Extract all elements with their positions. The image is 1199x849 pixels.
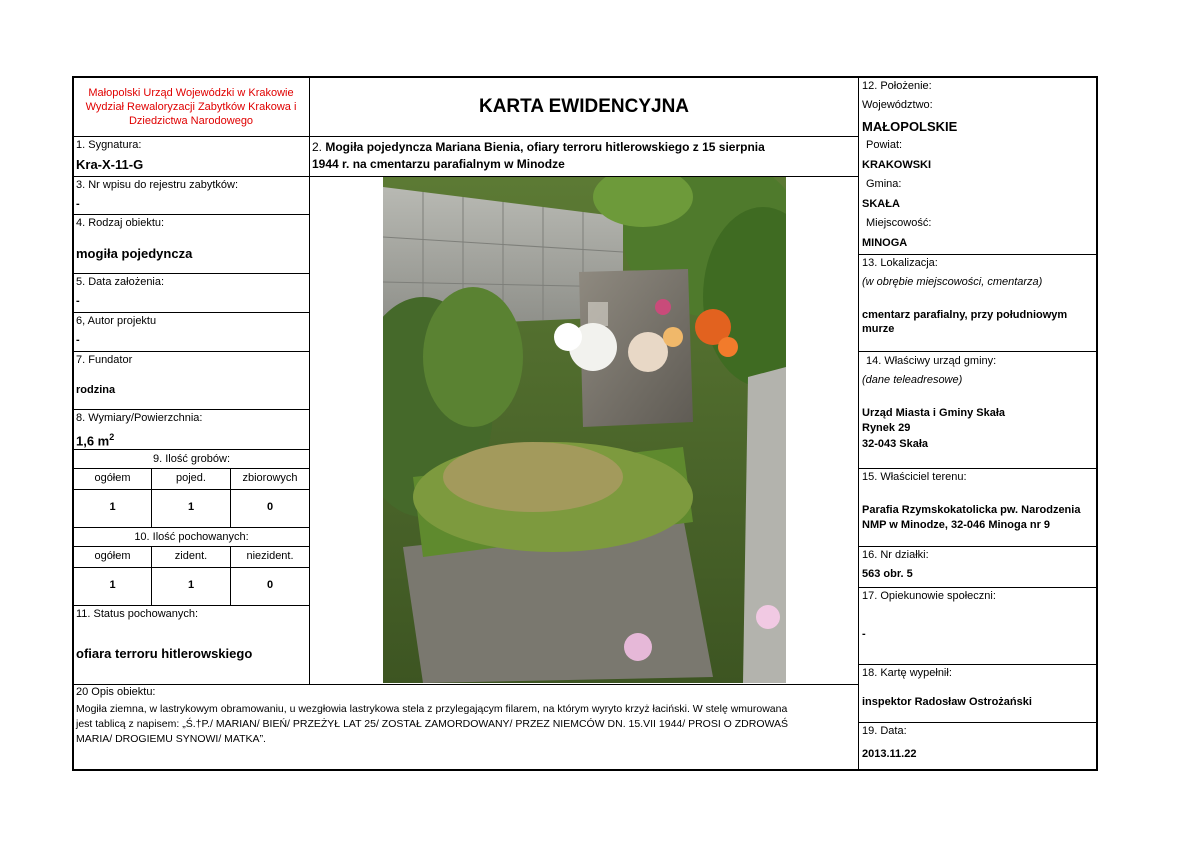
opiekunowie-value: - xyxy=(862,628,866,640)
divider xyxy=(73,567,309,568)
gmina-value: SKAŁA xyxy=(862,198,900,210)
grobow-value: 1 xyxy=(187,501,195,513)
autor-label: 6, Autor projektu xyxy=(76,315,157,327)
divider xyxy=(73,468,309,469)
grobow-header: ogółem xyxy=(94,472,131,484)
wlasciciel-label: 15. Właściciel terenu: xyxy=(862,471,967,483)
wlasciciel-value: Parafia Rzymskokatolicka pw. Narodzenia xyxy=(862,504,1081,516)
object-name-line1: 2. Mogiła pojedyncza Mariana Bienia, ofiary terroru hitlerowskiego z 15 sierpnia xyxy=(312,140,765,154)
pochowanych-value: 1 xyxy=(109,579,116,591)
urzad-value: 32-043 Skała xyxy=(862,438,929,450)
divider xyxy=(73,409,309,410)
wypelnil-value: inspektor Radosław Ostrożański xyxy=(862,696,1032,708)
gmina-label: Gmina: xyxy=(866,178,902,190)
divider xyxy=(73,527,309,528)
divider xyxy=(858,664,1097,665)
rodzaj-label: 4. Rodzaj obiektu: xyxy=(76,217,165,229)
powiat-value: KRAKOWSKI xyxy=(862,159,932,171)
grobow-label: 9. Ilość grobów: xyxy=(152,453,231,465)
wlasciciel-value: NMP w Minodze, 32-046 Minoga nr 9 xyxy=(862,519,1051,531)
data-zalozenia-value: - xyxy=(76,295,80,307)
urzad-hint: (dane teleadresowe) xyxy=(862,374,963,386)
pochowanych-header: zident. xyxy=(174,550,208,562)
data-wypelnienia-label: 19. Data: xyxy=(862,725,907,737)
wymiary-label: 8. Wymiary/Powierzchnia: xyxy=(76,412,203,424)
divider xyxy=(73,605,309,606)
office-line: Małopolski Urząd Wojewódzki w Krakowie xyxy=(88,87,294,99)
opis-line: Mogiła ziemna, w lastrykowym obramowaniu, u wezgłowia lastrykowa stela z przylegającym filarem, na którym wyryto krzyż łaciński. W stelę wmurowana xyxy=(76,703,788,715)
urzad-label: 14. Właściwy urząd gminy: xyxy=(866,355,997,367)
divider xyxy=(73,684,858,685)
status-value: ofiara terroru hitlerowskiego xyxy=(76,646,253,661)
fundator-value: rodzina xyxy=(76,384,116,396)
pochowanych-value: 1 xyxy=(187,579,195,591)
autor-value: - xyxy=(76,334,80,346)
divider xyxy=(73,214,309,215)
rejestr-value: - xyxy=(76,198,80,210)
pochowanych-header: ogółem xyxy=(94,550,131,562)
wypelnil-label: 18. Kartę wypełnił: xyxy=(862,667,952,679)
miejscowosc-label: Miejscowość: xyxy=(866,217,932,229)
lokalizacja-label: 13. Lokalizacja: xyxy=(862,257,938,269)
sygnatura-label: 1. Sygnatura: xyxy=(76,139,142,151)
divider xyxy=(73,312,309,313)
rodzaj-value: mogiła pojedyncza xyxy=(76,246,193,261)
wojewodztwo-value: MAŁOPOLSKIE xyxy=(862,119,958,134)
data-wypelnienia-value: 2013.11.22 xyxy=(862,748,917,760)
sygnatura-value: Kra-X-11-G xyxy=(76,157,144,172)
urzad-value: Urząd Miasta i Gminy Skała xyxy=(862,407,1006,419)
grobow-header: pojed. xyxy=(176,472,206,484)
fundator-label: 7. Fundator xyxy=(76,354,133,366)
grobow-header: zbiorowych xyxy=(242,472,298,484)
opis-label: 20 Opis obiektu: xyxy=(76,686,156,698)
opiekunowie-label: 17. Opiekunowie społeczni: xyxy=(862,590,996,602)
pochowanych-value: 0 xyxy=(266,579,274,591)
status-label: 11. Status pochowanych: xyxy=(76,608,199,620)
divider xyxy=(73,136,858,137)
divider xyxy=(858,587,1097,588)
office-line: Wydział Rewaloryzacji Zabytków Krakowa i xyxy=(85,101,297,113)
wojewodztwo-label: Województwo: xyxy=(862,99,933,111)
object-name-line2: 1944 r. na cmentarzu parafialnym w Minodze xyxy=(312,157,565,171)
opis-line: MARIA/ DROGIEMU SYNOWI/ MATKA”. xyxy=(76,733,266,745)
polozenie-label: 12. Położenie: xyxy=(862,80,932,92)
lokalizacja-value: cmentarz parafialny, przy południowym xyxy=(862,309,1068,321)
dzialka-value: 563 obr. 5 xyxy=(862,568,913,580)
grobow-value: 1 xyxy=(109,501,116,513)
rejestr-label: 3. Nr wpisu do rejestru zabytków: xyxy=(76,179,239,191)
grobow-value: 0 xyxy=(266,501,274,513)
pochowanych-label: 10. Ilość pochowanych: xyxy=(134,531,249,543)
urzad-value: Rynek 29 xyxy=(862,422,911,434)
grave-photo xyxy=(383,177,786,683)
divider xyxy=(858,722,1097,723)
divider xyxy=(73,546,309,547)
divider xyxy=(858,351,1097,352)
page-title: KARTA EWIDENCYJNA xyxy=(478,96,690,117)
lokalizacja-value: murze xyxy=(862,323,895,335)
divider xyxy=(73,351,309,352)
divider xyxy=(858,468,1097,469)
dzialka-label: 16. Nr działki: xyxy=(862,549,929,561)
divider xyxy=(73,449,309,450)
divider xyxy=(309,77,310,684)
pochowanych-header: niezident. xyxy=(246,550,294,562)
divider xyxy=(858,77,859,770)
lokalizacja-hint: (w obrębie miejscowości, cmentarza) xyxy=(862,276,1043,288)
opis-line: jest tablicą z napisem: „Ś.†P./ MARIAN/ BIEŃ/ PRZEŻYŁ LAT 25/ ZOSTAŁ ZAMORDOWANY/ PRZEZ NIEMCÓW DN. 15.VII 1944/ PROSI O ZDROWAŚ xyxy=(76,718,789,730)
divider xyxy=(858,546,1097,547)
miejscowosc-value: MINOGA xyxy=(862,237,908,249)
wymiary-value: 1,6 $m^2$ xyxy=(76,432,115,449)
office-line: Dziedzictwa Narodowego xyxy=(128,115,254,127)
powiat-label: Powiat: xyxy=(866,139,903,151)
divider xyxy=(73,273,309,274)
divider xyxy=(73,489,309,490)
data-zalozenia-label: 5. Data założenia: xyxy=(76,276,165,288)
divider xyxy=(858,254,1097,255)
